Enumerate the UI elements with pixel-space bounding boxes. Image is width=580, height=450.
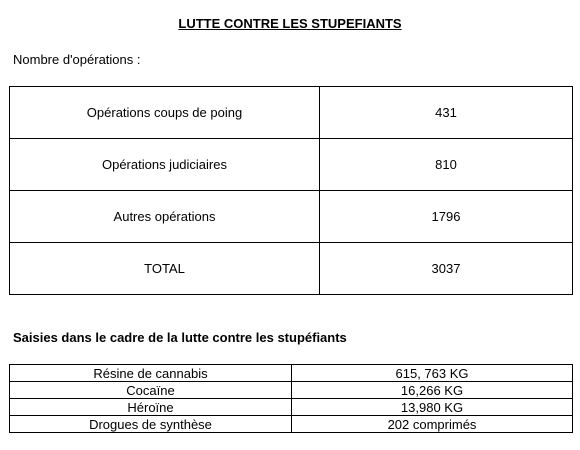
table-row (10, 191, 573, 243)
operation-label: Opérations coups de poing (10, 87, 320, 139)
seizure-value: 16,266 KG (292, 382, 573, 399)
seizure-value: 202 comprimés (292, 416, 573, 433)
seizures-table (9, 364, 573, 433)
seizure-value: 13,980 KG (292, 399, 573, 416)
seizure-label: Héroïne (10, 399, 292, 416)
operation-label: Opérations judiciaires (10, 139, 320, 191)
table-row (10, 365, 573, 382)
operation-value: 3037 (320, 243, 573, 295)
operation-label: Autres opérations (10, 191, 320, 243)
table-row (10, 416, 573, 433)
table-row (10, 382, 573, 399)
operations-table (9, 86, 573, 295)
table-row (10, 87, 573, 139)
table-row-total (10, 243, 573, 295)
seizure-value: 615, 763 KG (292, 365, 573, 382)
table-row (10, 139, 573, 191)
seizure-label: Cocaïne (10, 382, 292, 399)
operation-value: 1796 (320, 191, 573, 243)
operation-value: 431 (320, 87, 573, 139)
seizure-label: Résine de cannabis (10, 365, 292, 382)
operations-intro: Nombre d'opérations : (13, 52, 141, 67)
table-row (10, 399, 573, 416)
seizure-label: Drogues de synthèse (10, 416, 292, 433)
operation-label: TOTAL (10, 243, 320, 295)
seizures-title: Saisies dans le cadre de la lutte contre les stupéfiants (13, 330, 347, 345)
page-title: LUTTE CONTRE LES STUPEFIANTS (178, 16, 402, 31)
operation-value: 810 (320, 139, 573, 191)
